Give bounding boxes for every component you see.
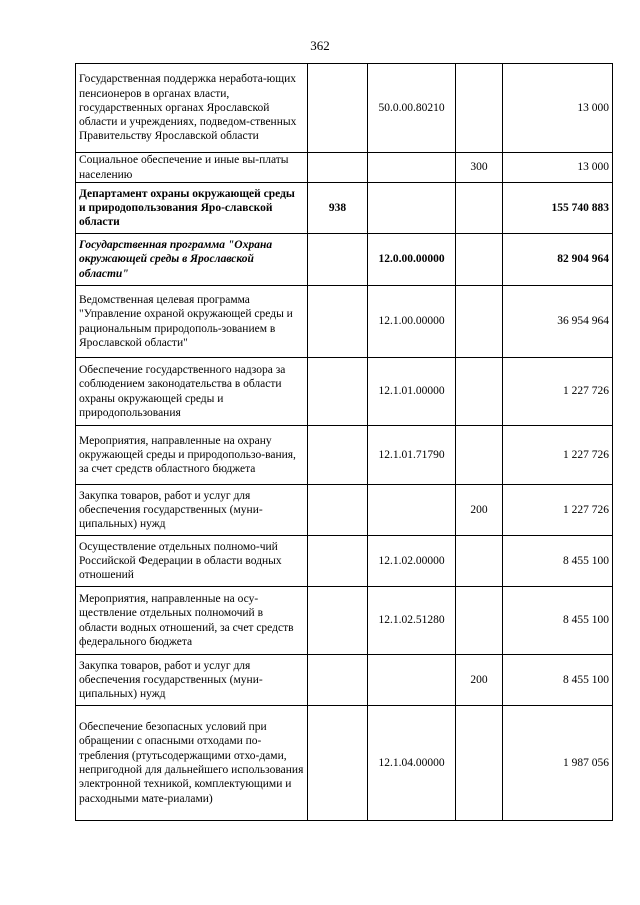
table-row [76, 655, 613, 706]
row-type-cell [456, 358, 503, 426]
row-code-cell [308, 485, 368, 536]
row-target-cell: 12.1.02.51280 [368, 587, 456, 655]
table-row [76, 358, 613, 426]
row-sum-cell: 36 954 964 [503, 286, 613, 358]
table-row [76, 286, 613, 358]
row-type-cell [456, 183, 503, 234]
row-sum-cell: 82 904 964 [503, 234, 613, 286]
row-target-cell: 12.1.00.00000 [368, 286, 456, 358]
row-type-cell [456, 286, 503, 358]
row-type-cell: 300 [456, 153, 503, 183]
row-name-cell: Обеспечение безопасных условий при обращении с опасными отходами по-требления (ртутьсодержащими отхо-дами, непригодной для дальнейшего использования электронной техникой, комплектующими и расходными мате-риалами) [76, 706, 308, 821]
row-target-cell: 12.0.00.00000 [368, 234, 456, 286]
row-name-cell: Закупка товаров, работ и услуг для обеспечения государственных (муни-ципальных) нужд [76, 485, 308, 536]
row-sum-cell: 1 227 726 [503, 485, 613, 536]
row-sum-cell: 1 227 726 [503, 358, 613, 426]
row-target-cell: 12.1.04.00000 [368, 706, 456, 821]
row-target-cell: 12.1.01.71790 [368, 426, 456, 485]
row-code-cell [308, 706, 368, 821]
row-name-cell: Ведомственная целевая программа "Управление охраной окружающей среды и рациональным природополь-зованием в Ярославской области" [76, 286, 308, 358]
row-name-cell: Закупка товаров, работ и услуг для обеспечения государственных (муни-ципальных) нужд [76, 655, 308, 706]
row-code-cell [308, 64, 368, 153]
page-number: 362 [310, 38, 330, 53]
budget-table [75, 63, 613, 821]
row-target-cell [368, 153, 456, 183]
row-type-cell [456, 587, 503, 655]
row-sum-cell: 13 000 [503, 153, 613, 183]
row-type-cell [456, 706, 503, 821]
row-sum-cell: 8 455 100 [503, 536, 613, 587]
row-target-cell [368, 183, 456, 234]
row-sum-cell: 8 455 100 [503, 587, 613, 655]
table-row [76, 426, 613, 485]
row-name-cell: Социальное обеспечение и иные вы-платы населению [76, 153, 308, 183]
row-sum-cell: 1 227 726 [503, 426, 613, 485]
row-name-cell: Мероприятия, направленные на охрану окружающей среды и природопользо-вания, за счет средств областного бюджета [76, 426, 308, 485]
row-type-cell [456, 536, 503, 587]
row-name-cell: Обеспечение государственного надзора за соблюдением законодательства в области охраны окружающей среды и природопользования [76, 358, 308, 426]
row-code-cell [308, 655, 368, 706]
row-name-cell: Мероприятия, направленные на осу-ществление отдельных полномочий в области водных отношений, за счет средств федерального бюджета [76, 587, 308, 655]
table-row [76, 587, 613, 655]
table-row [76, 706, 613, 821]
table-row [76, 183, 613, 234]
row-code-cell [308, 587, 368, 655]
row-target-cell [368, 655, 456, 706]
row-type-cell [456, 426, 503, 485]
row-target-cell [368, 485, 456, 536]
row-code-cell [308, 234, 368, 286]
row-target-cell: 12.1.02.00000 [368, 536, 456, 587]
row-target-cell: 12.1.01.00000 [368, 358, 456, 426]
row-name-cell: Государственная поддержка неработа-ющих пенсионеров в органах власти, государственных органах Ярославской области и учреждениях, подведом-ственных Правительству Ярославской области [76, 64, 308, 153]
row-sum-cell: 1 987 056 [503, 706, 613, 821]
row-name-cell: Государственная программа "Охрана окружающей среды в Ярославской области" [76, 234, 308, 286]
row-type-cell [456, 234, 503, 286]
row-sum-cell: 13 000 [503, 64, 613, 153]
row-type-cell [456, 64, 503, 153]
row-code-cell: 938 [308, 183, 368, 234]
row-sum-cell: 8 455 100 [503, 655, 613, 706]
row-type-cell: 200 [456, 655, 503, 706]
row-name-cell: Осуществление отдельных полномо-чий Российской Федерации в области водных отношений [76, 536, 308, 587]
row-code-cell [308, 536, 368, 587]
row-type-cell: 200 [456, 485, 503, 536]
table-row [76, 485, 613, 536]
row-sum-cell: 155 740 883 [503, 183, 613, 234]
row-code-cell [308, 426, 368, 485]
table-row [76, 153, 613, 183]
row-target-cell: 50.0.00.80210 [368, 64, 456, 153]
row-code-cell [308, 153, 368, 183]
row-code-cell [308, 358, 368, 426]
row-name-cell: Департамент охраны окружающей среды и природопользования Яро-славской области [76, 183, 308, 234]
table-row [76, 64, 613, 153]
table-row [76, 234, 613, 286]
table-row [76, 536, 613, 587]
row-code-cell [308, 286, 368, 358]
